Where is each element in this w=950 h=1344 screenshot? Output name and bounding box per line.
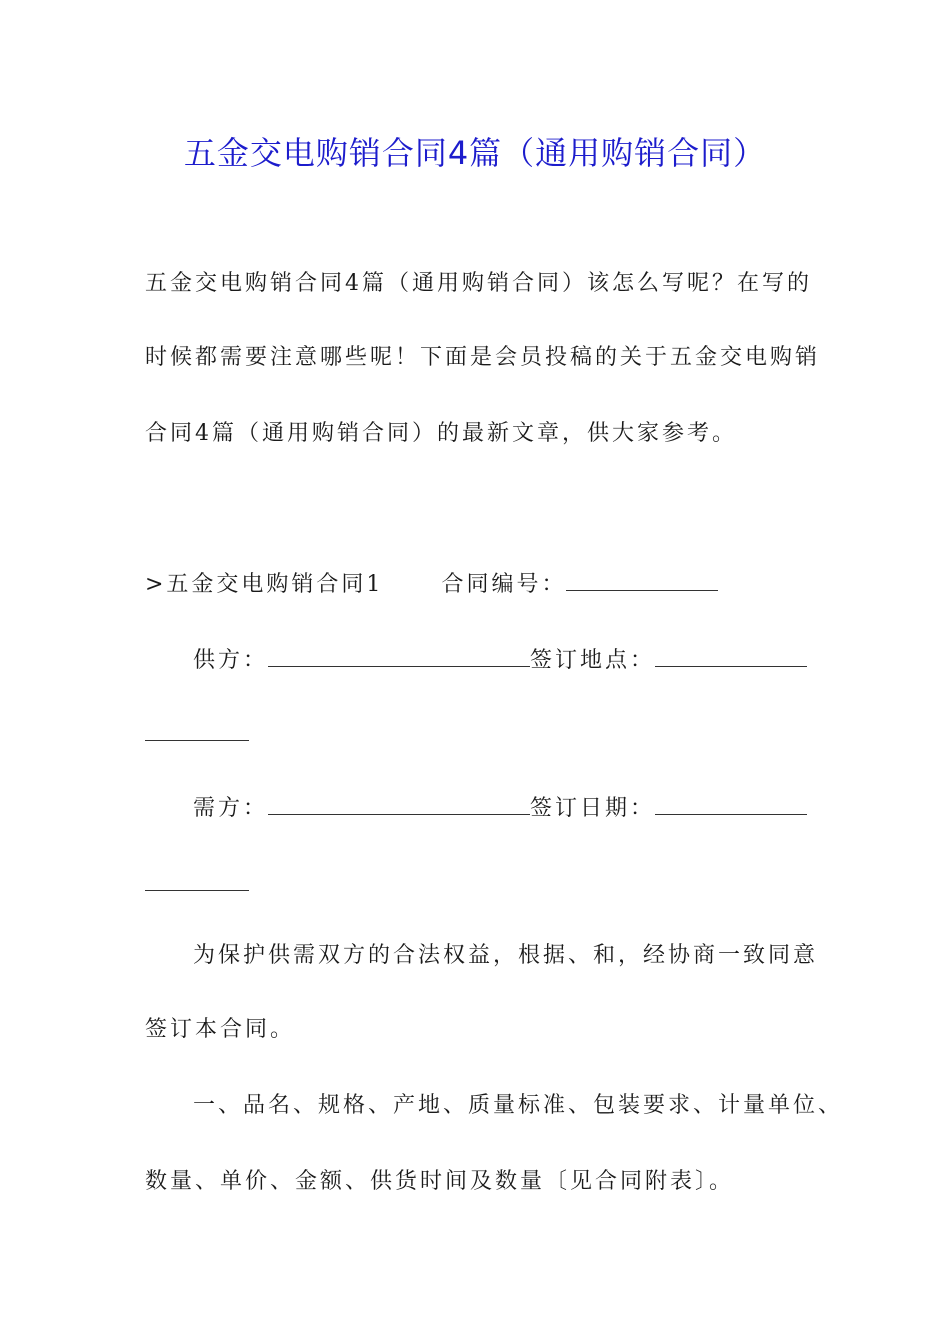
preamble-line-2: 签订本合同。 (145, 1017, 296, 1042)
clause-1-line-1: 一、品名、规格、产地、质量标准、包装要求、计量单位、 (193, 1093, 844, 1118)
sign-place-blank-continued (145, 716, 249, 741)
sign-place-label: 签订地点： (530, 648, 656, 673)
supplier-blank (268, 642, 530, 667)
sign-date-blank (655, 790, 807, 815)
intro-line-3: 合同4篇（通用购销合同）的最新文章，供大家参考。 (145, 421, 737, 446)
buyer-blank (268, 790, 530, 815)
sign-date-label: 签订日期： (530, 796, 656, 821)
intro-line-1: 五金交电购销合同4篇（通用购销合同）该怎么写呢？在写的 (145, 271, 812, 296)
intro-line-2: 时候都需要注意哪些呢！下面是会员投稿的关于五金交电购销 (145, 345, 821, 370)
supplier-row (193, 642, 807, 679)
buyer-row (193, 790, 807, 827)
contract-header-row (145, 566, 718, 603)
buyer-label: 需方： (193, 796, 269, 821)
sign-place-blank (655, 642, 807, 667)
contract-no-blank (566, 566, 718, 591)
preamble-line-1: 为保护供需双方的合法权益，根据、和，经协商一致同意 (193, 943, 819, 968)
sign-date-blank-continued-row (145, 866, 249, 903)
sign-place-blank-continued-row (145, 716, 249, 753)
section-heading: >五金交电购销合同1 (145, 572, 384, 597)
clause-1-line-2: 数量、单价、金额、供货时间及数量〔见合同附表〕。 (145, 1169, 735, 1194)
page-title: 五金交电购销合同4篇（通用购销合同） (183, 134, 767, 172)
sign-date-blank-continued (145, 866, 249, 891)
supplier-label: 供方： (193, 648, 269, 673)
contract-no-label: 合同编号： (441, 572, 567, 597)
